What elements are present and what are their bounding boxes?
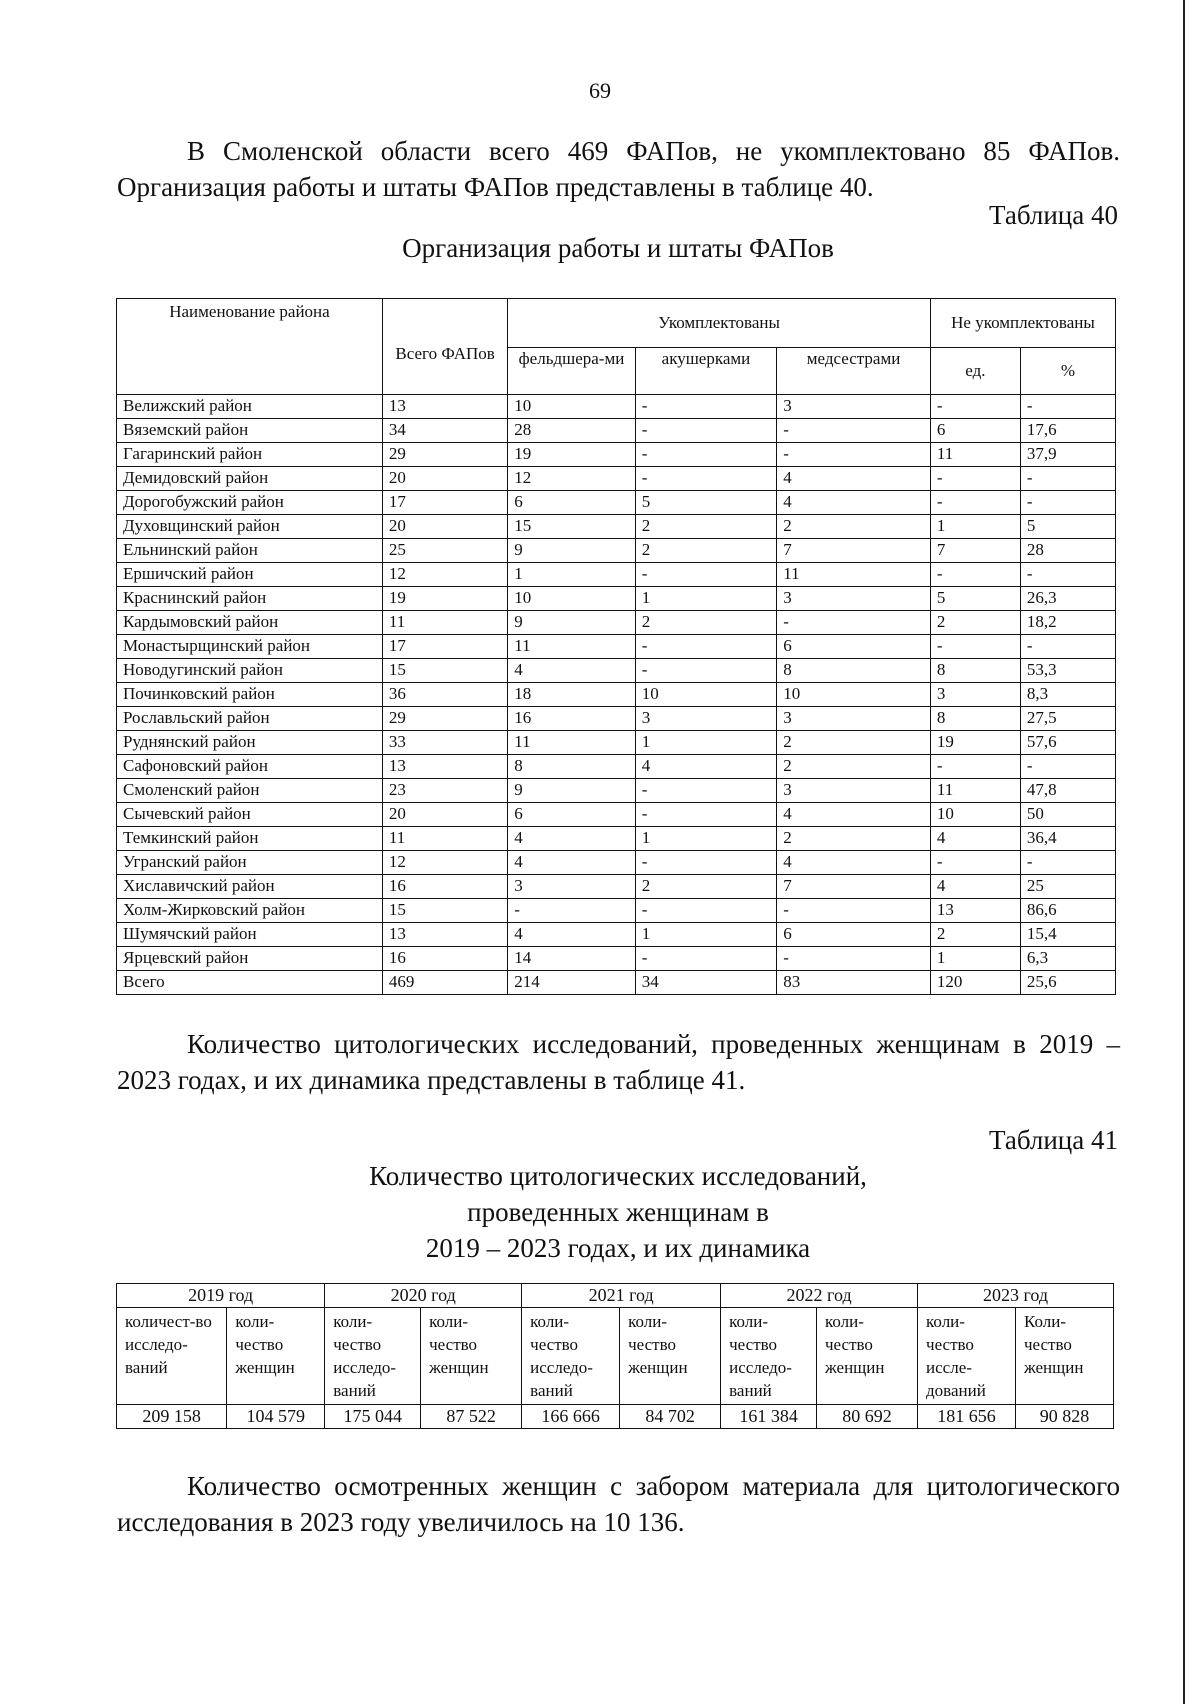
table-cell: 34 [382,419,507,443]
table-cell: - [930,755,1020,779]
table-cell: - [930,467,1020,491]
table-cell: 8,3 [1020,683,1115,707]
district-name-cell: Вяземский район [117,419,383,443]
table-cell: - [635,419,777,443]
table-cell: 5 [1020,515,1115,539]
table-cell: 4 [777,491,931,515]
table-cell: 10 [777,683,931,707]
table-cell: 3 [508,875,635,899]
value-cell: 80 692 [817,1405,918,1429]
table-cell: - [635,659,777,683]
table-row [117,443,1116,467]
header-staffed: Укомплектованы [508,299,931,348]
table-cell: 6,3 [1020,947,1115,971]
district-name-cell: Всего [117,971,383,995]
table-cell: 29 [382,707,507,731]
table-row [117,971,1116,995]
page-number: 69 [589,78,611,103]
district-name-cell: Смоленский район [117,779,383,803]
value-cell: 90 828 [1015,1405,1113,1429]
table-cell: 1 [508,563,635,587]
subheader-cell: коли-чество женщин [817,1308,918,1405]
table41-title-line: 2019 – 2023 годах, и их динамика [425,1233,811,1263]
table-cell: 19 [930,731,1020,755]
table-cell: 57,6 [1020,731,1115,755]
table-row [117,419,1116,443]
value-cell: 161 384 [721,1405,817,1429]
table-cell: 19 [508,443,635,467]
table-row [117,899,1116,923]
table-row [117,611,1116,635]
header-midwives: акушерками [635,348,777,395]
table-cell: 7 [777,875,931,899]
table-cell: 4 [508,827,635,851]
table-cell: 3 [777,587,931,611]
district-name-cell: Новодугинский район [117,659,383,683]
table-row [117,659,1116,683]
district-name-cell: Сафоновский район [117,755,383,779]
table-row [117,539,1116,563]
table-cell: 16 [382,875,507,899]
table-cell: 7 [777,539,931,563]
subheader-cell: коли-чество исследо-ваний [522,1308,620,1405]
table-cell: - [635,947,777,971]
table-cell: 25,6 [1020,971,1115,995]
table-cell: - [777,899,931,923]
header-total: Всего ФАПов [382,299,507,395]
table-cell: 86,6 [1020,899,1115,923]
district-name-cell: Духовщинский район [117,515,383,539]
table-cell: 7 [930,539,1020,563]
table-row [117,707,1116,731]
table41-title [0,1158,1200,1266]
value-cell: 209 158 [117,1405,227,1429]
value-cell: 87 522 [421,1405,522,1429]
table-row [117,827,1116,851]
table-cell: 3 [635,707,777,731]
district-name-cell: Гагаринский район [117,443,383,467]
district-name-cell: Ершичский район [117,563,383,587]
table-cell: 8 [930,659,1020,683]
table-cell: 23 [382,779,507,803]
table-cell: 10 [508,587,635,611]
header-paramedics: фельдшера-ми [508,348,635,395]
table-cell: 10 [508,395,635,419]
table-cell: 5 [635,491,777,515]
table-cell: 120 [930,971,1020,995]
header-not-staffed: Не укомплектованы [930,299,1115,348]
table-cell: - [930,851,1020,875]
table-cell: 36,4 [1020,827,1115,851]
table-cell: - [508,899,635,923]
table-cell: 6 [508,491,635,515]
table-cell: 37,9 [1020,443,1115,467]
table40-title: Организация работы и штаты ФАПов [402,233,834,263]
table-cell: - [1020,467,1115,491]
year-2022: 2022 год [721,1284,918,1308]
district-name-cell: Велижский район [117,395,383,419]
header-nurses: медсестрами [777,348,931,395]
table-cell: 13 [382,395,507,419]
district-name-cell: Темкинский район [117,827,383,851]
table-row [117,803,1116,827]
table-cell: 20 [382,467,507,491]
table-cell: - [1020,635,1115,659]
table-cell: 4 [777,851,931,875]
table-cell: 3 [777,707,931,731]
header-percent: % [1020,348,1115,395]
table-cell: 16 [508,707,635,731]
table-row [117,515,1116,539]
table-row [117,731,1116,755]
table-row [117,947,1116,971]
table-cell: 2 [635,515,777,539]
table-cell: 214 [508,971,635,995]
table-cell: 1 [930,515,1020,539]
table-cell: - [635,851,777,875]
header-district: Наименование района [117,299,383,395]
table-cell: 13 [382,755,507,779]
district-name-cell: Холм-Жирковский район [117,899,383,923]
table-cell: 17 [382,491,507,515]
table-cell: 50 [1020,803,1115,827]
district-name-cell: Рославльский район [117,707,383,731]
table-row [117,563,1116,587]
table-cell: - [930,395,1020,419]
table41-caption: Таблица 41 [989,1125,1118,1155]
table-row [117,875,1116,899]
table-cell: 18,2 [1020,611,1115,635]
district-name-cell: Монастырщинский район [117,635,383,659]
table-row [117,587,1116,611]
district-name-cell: Руднянский район [117,731,383,755]
table-cell: 29 [382,443,507,467]
table-cell: 8 [508,755,635,779]
table-cell: 10 [930,803,1020,827]
district-name-cell: Ельнинский район [117,539,383,563]
table-cell: 9 [508,779,635,803]
table-cell: 8 [930,707,1020,731]
value-cell: 166 666 [522,1405,620,1429]
table-cell: 27,5 [1020,707,1115,731]
table-cell: - [777,947,931,971]
table-cell: 8 [777,659,931,683]
table-row [117,491,1116,515]
table-row [117,755,1116,779]
table-cell: 53,3 [1020,659,1115,683]
table-cell: - [777,443,931,467]
table-cell: 11 [508,635,635,659]
middle-paragraph: Количество цитологических исследований, проведенных женщинам в 2019 – 2023 годах, и их динамика представлены в таблице 41. [117,1029,1120,1095]
table-cell: 33 [382,731,507,755]
table-cell: 4 [635,755,777,779]
table-cell: - [635,443,777,467]
table41-title-line: Количество цитологических исследований, [369,1161,867,1191]
table-cell: 12 [508,467,635,491]
table-cell: 469 [382,971,507,995]
table-cell: 20 [382,515,507,539]
table-cell: 11 [382,611,507,635]
table-cell: - [635,563,777,587]
table-cell: 17,6 [1020,419,1115,443]
table-cell: 2 [635,611,777,635]
table-cell: 26,3 [1020,587,1115,611]
table-cell: 12 [382,563,507,587]
subheader-cell: количест-во исследо-ваний [117,1308,227,1405]
table-cell: 4 [930,827,1020,851]
table-cell: 4 [508,851,635,875]
table-cell: 5 [930,587,1020,611]
table-cell: 83 [777,971,931,995]
table-cell: 19 [382,587,507,611]
table-cell: - [1020,395,1115,419]
table-cell: 2 [777,827,931,851]
table-cell: 34 [635,971,777,995]
table-cell: 14 [508,947,635,971]
year-2020: 2020 год [325,1284,522,1308]
table-cell: - [635,467,777,491]
table-cell: 25 [1020,875,1115,899]
intro-paragraph: В Смоленской области всего 469 ФАПов, не укомплектовано 85 ФАПов. Организация работы и штаты ФАПов представлены в таблице 40. [117,136,1120,202]
table-cell: 4 [930,875,1020,899]
table-cell: 15,4 [1020,923,1115,947]
table-cell: 18 [508,683,635,707]
final-paragraph: Количество осмотренных женщин с забором материала для цитологического исследования в 2023 году увеличилось на 10 136. [117,1471,1120,1537]
table-cell: 15 [382,659,507,683]
table-cell: 11 [508,731,635,755]
table-cell: 2 [930,923,1020,947]
table-cell: 12 [382,851,507,875]
table-cell: - [930,635,1020,659]
table-row [117,779,1116,803]
district-name-cell: Шумячский район [117,923,383,947]
table-row [117,851,1116,875]
table-cell: 11 [382,827,507,851]
table-cell: - [635,899,777,923]
table-cell: 2 [777,731,931,755]
district-name-cell: Краснинский район [117,587,383,611]
table-row [117,467,1116,491]
table-row [117,923,1116,947]
table-cell: 1 [635,731,777,755]
value-cell: 84 702 [620,1405,721,1429]
table-cell: 2 [635,875,777,899]
table-cell: - [635,779,777,803]
subheader-cell: Коли-чество женщин [1015,1308,1113,1405]
table-cell: 1 [635,827,777,851]
table-cell: 20 [382,803,507,827]
table-cell: 1 [635,587,777,611]
subheader-cell: коли-чество женщин [421,1308,522,1405]
table-cell: 15 [382,899,507,923]
table-cell: 4 [777,467,931,491]
table-cell: 6 [930,419,1020,443]
district-name-cell: Ярцевский район [117,947,383,971]
header-units: ед. [930,348,1020,395]
district-name-cell: Хиславичский район [117,875,383,899]
table-cell: 6 [508,803,635,827]
subheader-cell: коли-чество женщин [227,1308,325,1405]
table-cell: 3 [777,395,931,419]
year-2023: 2023 год [918,1284,1114,1308]
table-cell: 17 [382,635,507,659]
table-cell: - [1020,563,1115,587]
table-cell: 9 [508,611,635,635]
table-cell: 28 [1020,539,1115,563]
table-cell: 47,8 [1020,779,1115,803]
table-cell: 25 [382,539,507,563]
table-cell: 4 [777,803,931,827]
value-cell: 175 044 [325,1405,421,1429]
table-cell: - [1020,491,1115,515]
table-row [117,683,1116,707]
district-name-cell: Починковский район [117,683,383,707]
table-cell: 6 [777,635,931,659]
table-cell: - [635,395,777,419]
value-cell: 181 656 [918,1405,1016,1429]
table-cell: 11 [930,443,1020,467]
year-2019: 2019 год [117,1284,325,1308]
table-cell: 2 [777,515,931,539]
table-cell: 6 [777,923,931,947]
table-cell: 16 [382,947,507,971]
table-cell: - [635,803,777,827]
table41 [116,1283,1114,1429]
table-cell: 11 [930,779,1020,803]
table-cell: 13 [382,923,507,947]
table-row [117,395,1116,419]
table-cell: 1 [930,947,1020,971]
table40-body [117,395,1116,995]
value-cell: 104 579 [227,1405,325,1429]
district-name-cell: Демидовский район [117,467,383,491]
table-cell: 11 [777,563,931,587]
subheader-cell: коли-чество исследо-ваний [721,1308,817,1405]
table-cell: - [1020,851,1115,875]
district-name-cell: Сычевский район [117,803,383,827]
table-row [117,635,1116,659]
table-cell: 1 [635,923,777,947]
table-cell: 3 [777,779,931,803]
table40 [116,298,1116,995]
table-cell: 36 [382,683,507,707]
table-cell: 2 [635,539,777,563]
table-cell: - [777,611,931,635]
table-cell: 15 [508,515,635,539]
table-cell: 13 [930,899,1020,923]
table-cell: 9 [508,539,635,563]
table-cell: - [635,635,777,659]
table-cell: 4 [508,659,635,683]
district-name-cell: Кардымовский район [117,611,383,635]
district-name-cell: Дорогобужский район [117,491,383,515]
table-cell: 3 [930,683,1020,707]
table-cell: - [930,563,1020,587]
table41-title-line: проведенных женщинам в [467,1197,769,1227]
subheader-cell: коли-чество иссле-дований [918,1308,1016,1405]
subheader-cell: коли-чество исследо-ваний [325,1308,421,1405]
table40-caption: Таблица 40 [989,200,1118,230]
district-name-cell: Угранский район [117,851,383,875]
table-cell: 2 [930,611,1020,635]
table-cell: - [777,419,931,443]
table-cell: 10 [635,683,777,707]
year-2021: 2021 год [522,1284,721,1308]
table-cell: 4 [508,923,635,947]
table-cell: 28 [508,419,635,443]
table-cell: - [930,491,1020,515]
subheader-cell: коли-чество женщин [620,1308,721,1405]
scan-edge-line [1183,0,1185,1704]
table-cell: 2 [777,755,931,779]
table-cell: - [1020,755,1115,779]
